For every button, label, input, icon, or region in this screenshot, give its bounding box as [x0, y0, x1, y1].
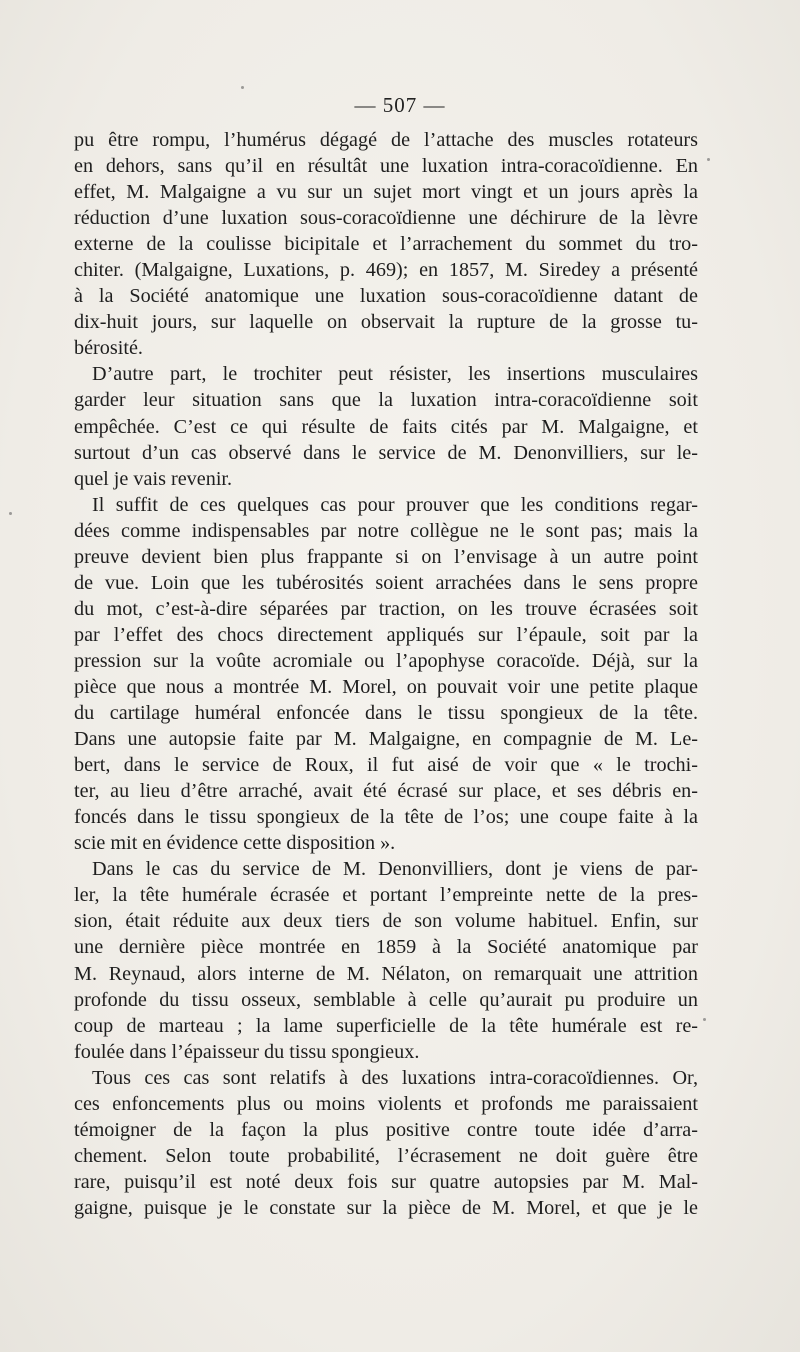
ink-speck [9, 512, 12, 515]
text-line: pu être rompu, l’humérus dégagé de l’attache des muscles rotateurs [74, 129, 698, 151]
text-line: sion, était réduite aux deux tiers de son volume habituel. Enfin, sur [74, 910, 698, 933]
text-line: profonde du tissu osseux, semblable à celle qu’aurait pu produire un [74, 988, 698, 1011]
paragraph [74, 361, 698, 491]
text-line: réduction d’une luxation sous-coracoïdienne une déchirure de la lèvre [74, 207, 698, 230]
text-line: par l’effet des chocs directement appliqués sur l’épaule, soit par la [74, 623, 698, 646]
text-line: garder leur situation sans que la luxation intra-coracoïdienne soit [74, 389, 698, 412]
text-line: surtout d’un cas observé dans le service de M. Denonvilliers, sur le- [74, 441, 698, 464]
text-line: Dans une autopsie faite par M. Malgaigne, en compagnie de M. Le- [74, 728, 698, 751]
text-line: du cartilage huméral enfoncée dans le tissu spongieux de la tête. [74, 702, 698, 725]
text-line: ter, au lieu d’être arraché, avait été écrasé sur place, et ses débris en- [74, 780, 698, 803]
text-line: Tous ces cas sont relatifs à des luxations intra-coracoïdiennes. Or, [92, 1066, 698, 1089]
text-line: chiter. (Malgaigne, Luxations, p. 469); en 1857, M. Siredey a présenté [74, 259, 698, 282]
paragraph [74, 856, 698, 1064]
text-line: dées comme indispensables par notre collègue ne le sont pas; mais la [74, 519, 698, 542]
text-line: à la Société anatomique une luxation sous-coracoïdienne datant de [74, 285, 698, 308]
text-line: rare, puisqu’il est noté deux fois sur quatre autopsies par M. Mal- [74, 1170, 698, 1193]
text-line: ler, la tête humérale écrasée et portant l’empreinte nette de la pres- [74, 884, 698, 907]
text-line: D’autre part, le trochiter peut résister, les insertions musculaires [92, 363, 698, 386]
text-line: témoigner de la façon la plus positive contre toute idée d’arra- [74, 1118, 698, 1141]
text-line: gaigne, puisque je le constate sur la pièce de M. Morel, et que je le [74, 1196, 698, 1219]
text-line: coup de marteau ; la lame superficielle de la tête humérale est re- [74, 1014, 698, 1037]
page-number: — 507 — [354, 93, 446, 117]
text-line: dix-huit jours, sur laquelle on observait la rupture de la grosse tu- [74, 311, 698, 334]
text-line: empêchée. C’est ce qui résulte de faits cités par M. Malgaigne, et [74, 415, 698, 438]
text-line: foulée dans l’épaisseur du tissu spongieux. [74, 1040, 420, 1063]
text-line: M. Reynaud, alors interne de M. Nélaton, on remarquait une attrition [74, 962, 698, 985]
paragraph [74, 127, 698, 361]
paragraph [74, 1065, 698, 1221]
text-line: Dans le cas du service de M. Denonvilliers, dont je viens de par- [92, 858, 698, 881]
text-line: chement. Selon toute probabilité, l’écrasement ne doit guère être [74, 1144, 698, 1167]
ink-speck [703, 1018, 706, 1021]
body-text [74, 127, 698, 1221]
text-line: effet, M. Malgaigne a vu sur un sujet mort vingt et un jours après la [74, 181, 698, 204]
text-line: preuve devient bien plus frappante si on l’envisage à un autre point [74, 545, 698, 568]
text-line: bérosité. [74, 337, 143, 360]
paragraph [74, 492, 698, 857]
text-line: une dernière pièce montrée en 1859 à la Société anatomique par [74, 936, 698, 959]
text-line: en dehors, sans qu’il en résultât une luxation intra-coracoïdienne. En [74, 155, 698, 178]
text-line: scie mit en évidence cette disposition ». [74, 832, 396, 855]
text-line: ces enfoncements plus ou moins violents et profonds me paraissaient [74, 1092, 698, 1115]
text-line: Il suffit de ces quelques cas pour prouver que les conditions regar- [92, 493, 698, 516]
text-line: du mot, c’est-à-dire séparées par traction, on les trouve écrasées soit [74, 597, 698, 620]
ink-speck [707, 158, 710, 161]
text-line: bert, dans le service de Roux, il fut aisé de voir que « le trochi- [74, 754, 698, 777]
text-line: pièce que nous a montrée M. Morel, on pouvait voir une petite plaque [74, 675, 698, 698]
text-line: quel je vais revenir. [74, 467, 233, 490]
text-line: foncés dans le tissu spongieux de la tête de l’os; une coupe faite à la [74, 806, 698, 829]
text-line: externe de la coulisse bicipitale et l’arrachement du sommet du tro- [74, 233, 698, 256]
text-line: pression sur la voûte acromiale ou l’apophyse coracoïde. Déjà, sur la [74, 649, 698, 672]
text-line: de vue. Loin que les tubérosités soient arrachées dans le sens propre [74, 571, 698, 594]
ink-speck [241, 86, 244, 89]
